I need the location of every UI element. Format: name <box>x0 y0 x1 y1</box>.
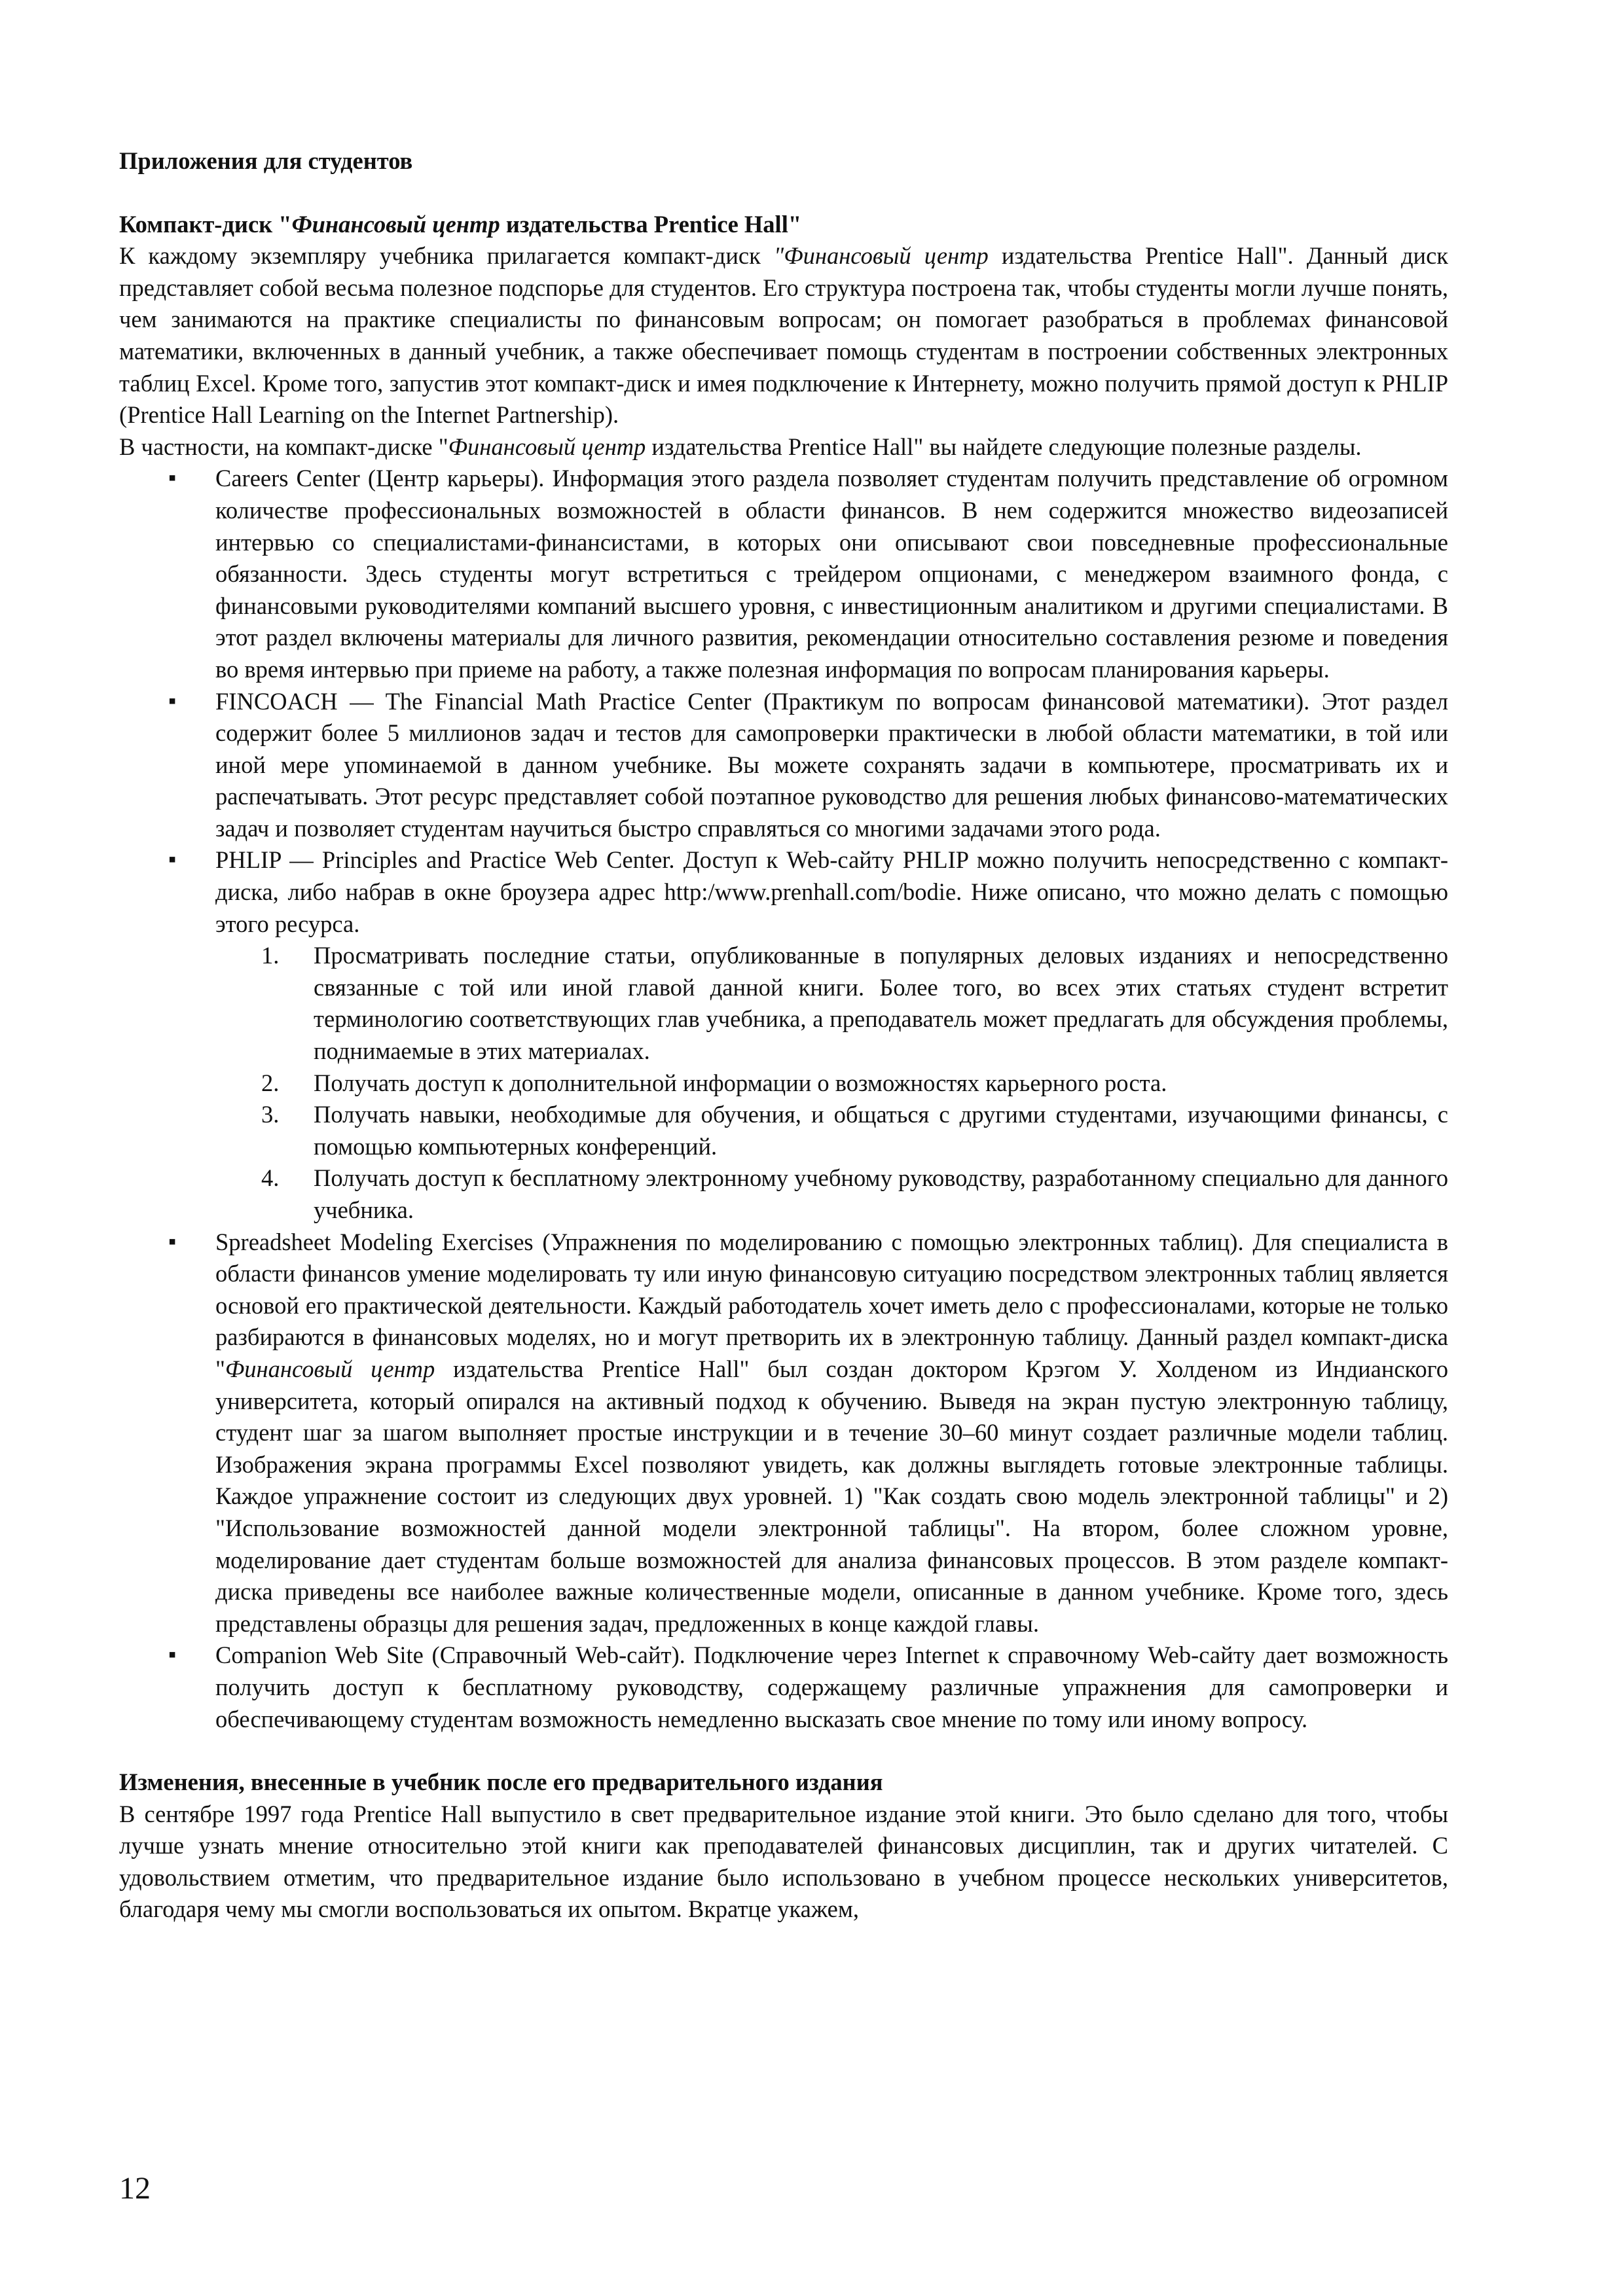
phlip-item: 1. Просматривать последние статьи, опубликованные в популярных деловых изданиях и непосредственно связанные с той или иной главой данной книги. Более того, во всех этих статьях студент встретит терминологию соответствующих глав учебника, а преподаватель может предлагать для обсуждения проблемы, поднимаемые в этих материалах. <box>261 942 1448 1065</box>
bullet-companion-web-site: ▪ Companion Web Site (Справочный Web-сайт). Подключение через Internet к справочному Web-сайту дает возможность получить доступ к бесплатному руководству, содержащему различные упражнения для самопроверки и обеспечивающему студентам возможность немедленно высказать свое мнение по тому или иному вопросу. <box>119 1640 1448 1735</box>
section-spacer <box>119 177 1448 209</box>
section-title-changes: Изменения, внесенные в учебник после его предварительного издания <box>119 1768 883 1796</box>
bullet-phlip: ▪ PHLIP — Principles and Practice Web Center. Доступ к Web-сайту PHLIP можно получить непосредственно с компакт-диска, либо набрав в окне броузера адрес http:/www.prenhall.com/bodie. Ниже описано, что можно делать с помощью этого ресурса. 1. Просматривать последние статьи, опубликованные в популярных деловых изданиях и непосредственно связанные с той или иной главой данной книги. Более того, во всех этих статьях студент встретит терминологию соответствующих глав учебника, а преподаватель может предлагать для обсуждения проблемы, поднимаемые в этих материалах. 2. Получать доступ к дополнительной информации о возможностях карьерного роста. 3. Получать навыки, необходимые для обучения, и общаться с другими студентами, изучающими финансы, с помощью компьютерных конференций. 4. Получать доступ к бесплатному электронному учебному руководству, разработанному специально для данного учебника. <box>119 844 1448 1226</box>
changes-paragraph: В сентябре 1997 года Prentice Hall выпустило в свет предварительное издание этой книги. Это было сделано для того, чтобы лучше узнать мнение относительно этой книги как преподавателей финансовых дисциплин, так и других читателей. С удовольствием отметим, что предварительное издание было использовано в учебном процессе нескольких университетов, благодаря чему мы смогли воспользоваться их опытом. Вкратце укажем, <box>119 1800 1448 1923</box>
document-page <box>119 145 1448 1926</box>
phlip-numbered-list <box>215 940 1448 1226</box>
section-title-cd: Компакт-диск "Финансовый центр издательства Prentice Hall" <box>119 210 802 238</box>
phlip-item: 2. Получать доступ к дополнительной информации о возможностях карьерного роста. <box>261 1069 1167 1096</box>
cd-sections-intro: В частности, на компакт-диске "Финансовый центр издательства Prentice Hall" вы найдете следующие полезные разделы. <box>119 433 1362 460</box>
bullet-spreadsheet-modeling: ▪ Spreadsheet Modeling Exercises (Упражнения по моделированию с помощью электронных таблиц). Для специалиста в области финансов умение моделировать ту или иную финансовую ситуацию посредством электронных таблиц является основой его практической деятельности. Каждый работодатель хочет иметь дело с профессионалами, которые не только разбираются в финансовых моделях, но и могут претворить их в электронную таблицу. Данный раздел компакт-диска "Финансовый центр издательства Prentice Hall" был создан доктором Крэгом У. Холденом из Индианского университета, который опирался на активный подход к обучению. Выведя на экран пустую электронную таблицу, студент шаг за шагом выполняет простые инструкции и в течение 30–60 минут создает различные модели таблиц. Изображения экрана программы Excel позволяют увидеть, как должны выглядеть готовые электронные таблицы. Каждое упражнение состоит из следующих двух уровней. 1) "Как создать свою модель электронной таблицы" и 2) "Использование возможностей данной модели электронной таблицы". На втором, более сложном уровне, моделирование дает студентам больше возможностей для анализа финансовых процессов. В этом разделе компакт-диска приведены все наиболее важные количественные модели, описанные в данном учебнике. Кроме того, здесь представлены образцы для решения задач, предложенных в конце каждой главы. <box>119 1227 1448 1640</box>
section-spacer <box>119 1735 1448 1767</box>
bullet-careers-center: ▪ Careers Center (Центр карьеры). Информация этого раздела позволяет студентам получить представление об огромном количестве профессиональных возможностей в области финансов. В нем содержится множество видеозаписей интервью со специалистами-финансистами, в которых они описывают свои повседневные профессиональные обязанности. Здесь студенты могут встретиться с трейдером опционами, с менеджером взаимного фонда, с финансовыми руководителями компаний высшего уровня, с инвестиционным аналитиком и другими специалистами. В этот раздел включены материалы для личного развития, рекомендации относительно составления резюме и поведения во время интервью при приеме на работу, а также полезная информация по вопросам планирования карьеры. <box>119 463 1448 685</box>
page-number: 12 <box>119 2171 151 2206</box>
phlip-item: 3. Получать навыки, необходимые для обучения, и общаться с другими студентами, изучающими финансы, с помощью компьютерных конференций. <box>261 1101 1448 1160</box>
section-title-student-apps: Приложения для студентов <box>119 147 413 174</box>
cd-sections-list <box>119 463 1448 1735</box>
bullet-fincoach: ▪ FINCOACH — The Financial Math Practice Center (Практикум по вопросам финансовой математики). Этот раздел содержит более 5 миллионов задач и тестов для самопроверки практически в любой области математики, в той или иной мере упоминаемой в данном учебнике. Вы можете сохранять задачи в компьютере, просматривать их и распечатывать. Этот ресурс представляет собой поэтапное руководство для решения любых финансово-математических задач и позволяет студентам научиться быстро справляться со многими задачами этого рода. <box>119 686 1448 845</box>
phlip-item: 4. Получать доступ к бесплатному электронному учебному руководству, разработанному специально для данного учебника. <box>261 1164 1448 1223</box>
cd-intro-paragraph: К каждому экземпляру учебника прилагается компакт-диск "Финансовый центр издательства Prentice Hall". Данный диск представляет собой весьма полезное подспорье для студентов. Его структура построена так, чтобы студенты могли лучше понять, чем занимаются на практике специалисты по финансовым вопросам; он помогает разобраться в проблемах финансовой математики, включенных в данный учебник, а также обеспечивает помощь студентам в построении собственных электронных таблиц Excel. Кроме того, запустив этот компакт-диск и имея подключение к Интернету, можно получить прямой доступ к PHLIP (Prentice Hall Learning on the Internet Partnership). <box>119 242 1449 429</box>
